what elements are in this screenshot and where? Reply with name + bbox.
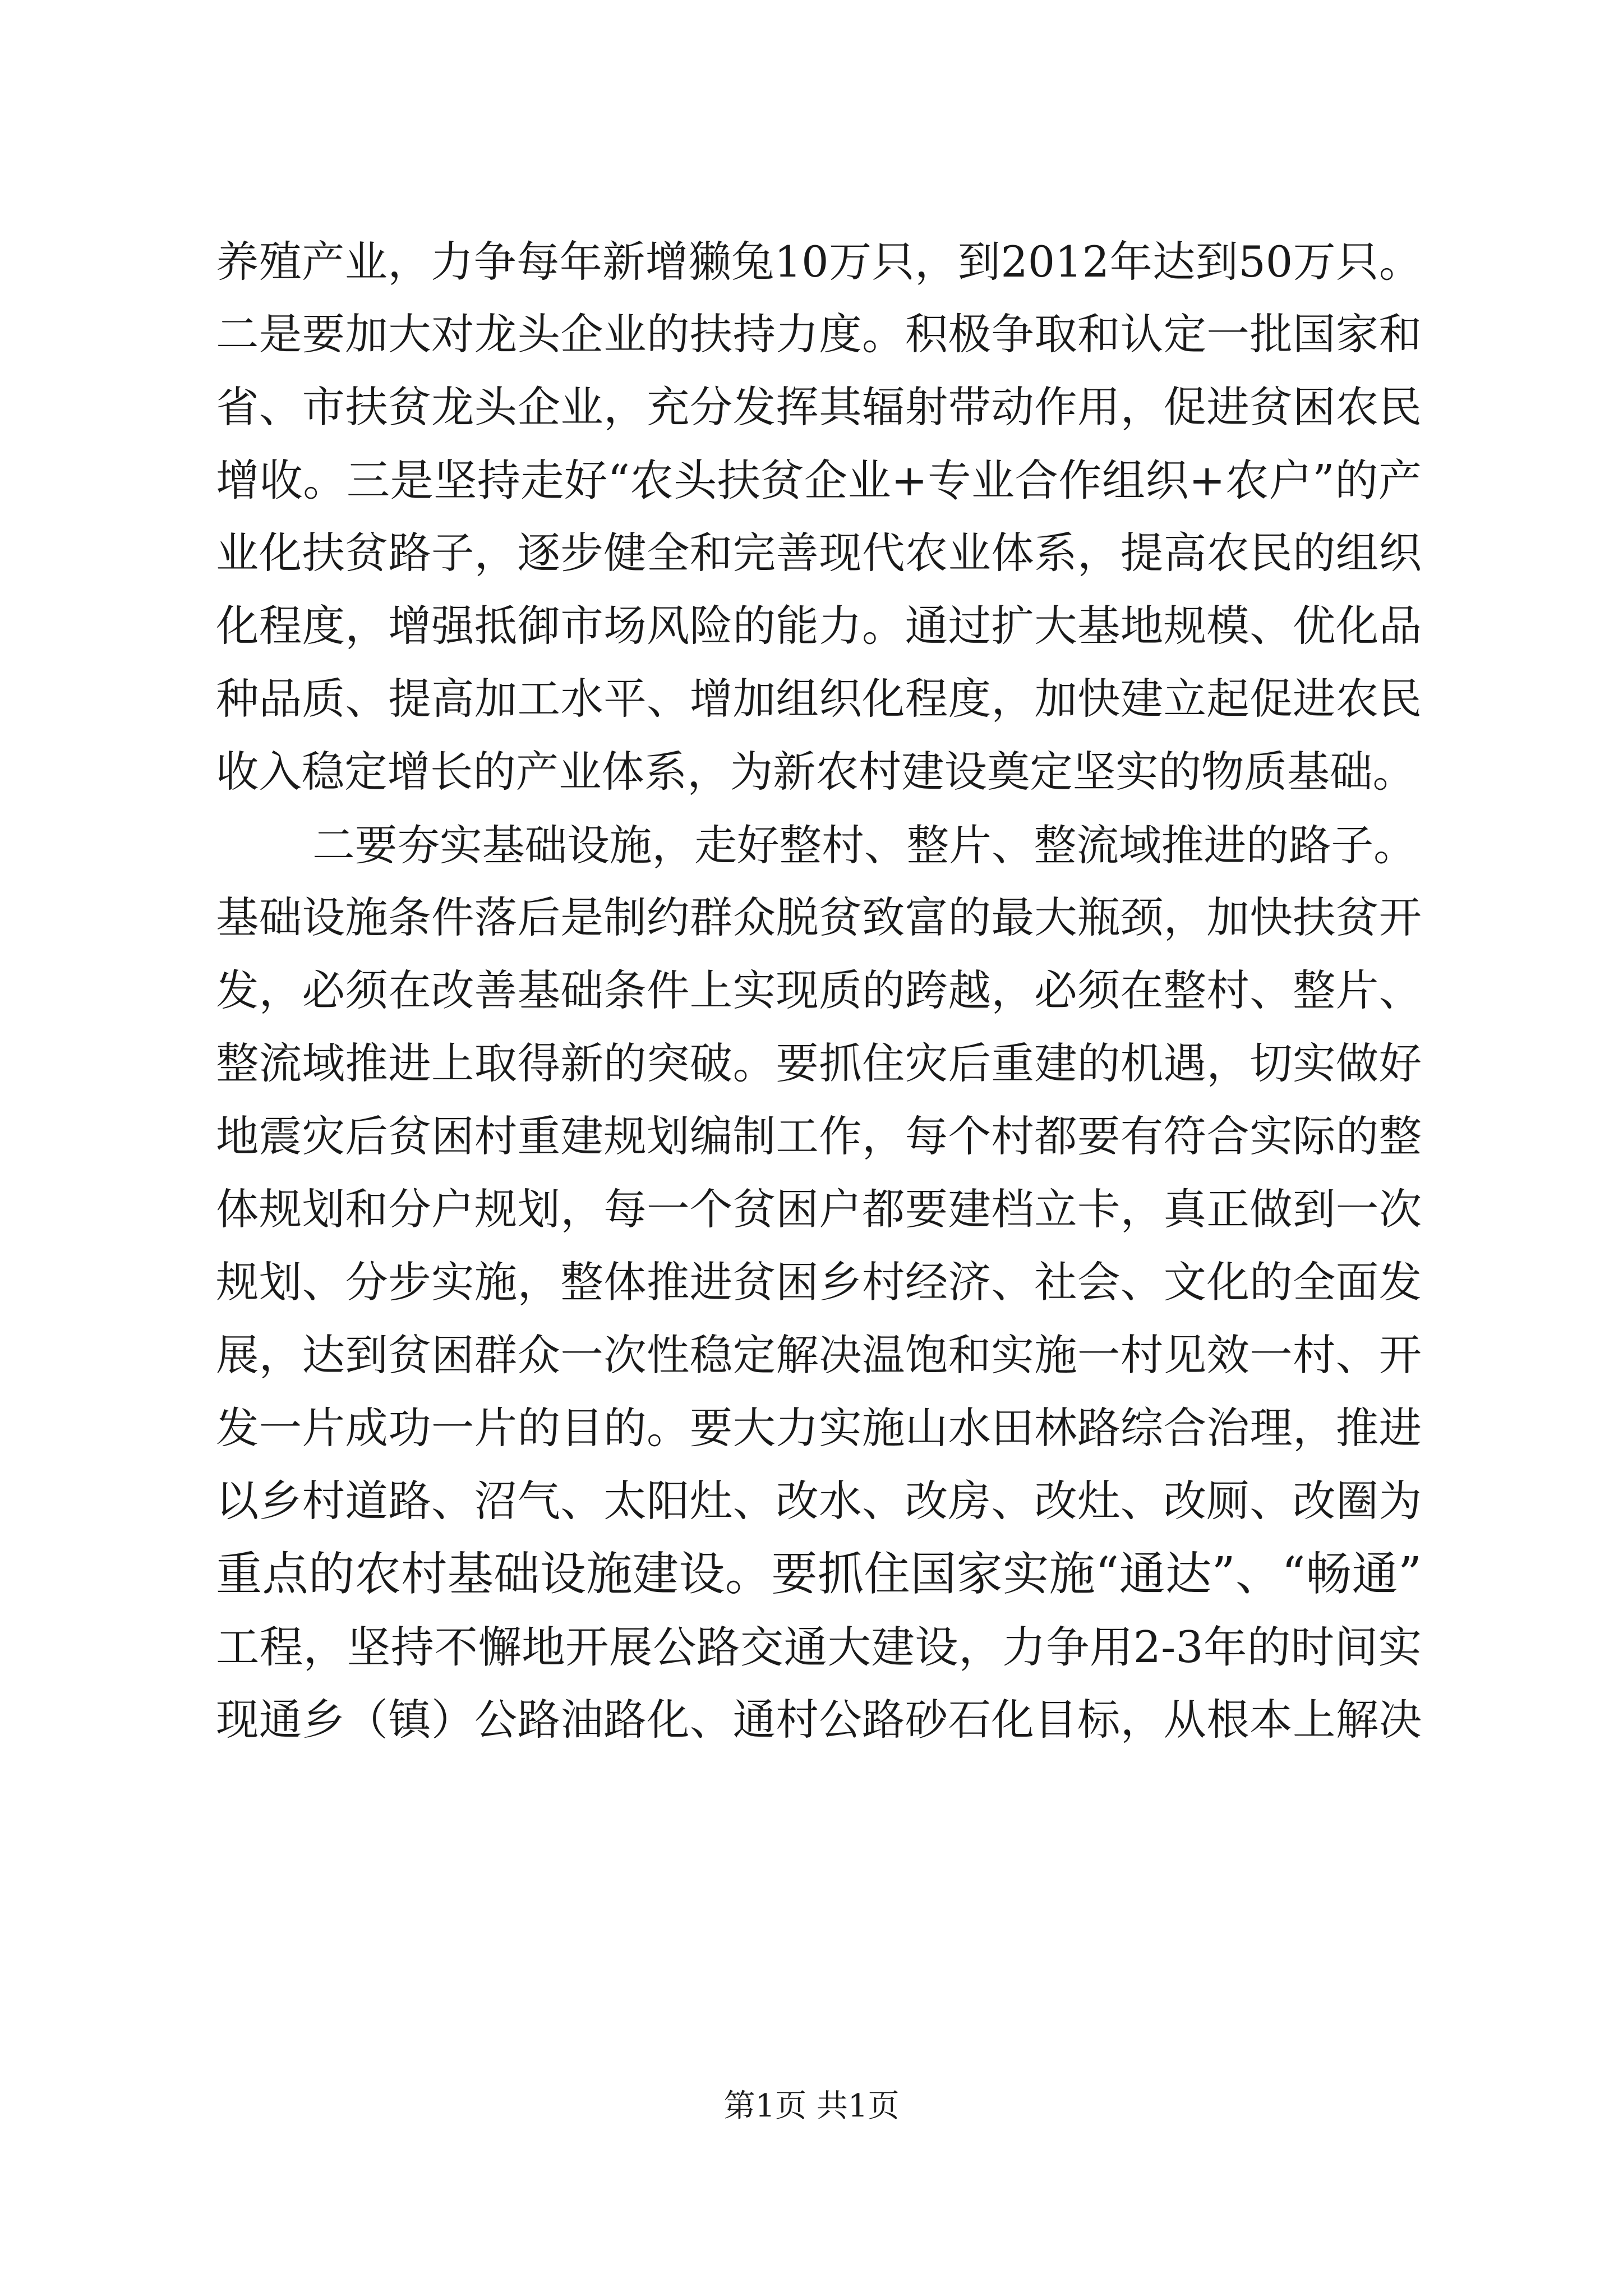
text-line: 种品质、提高加工水平、增加组织化程度，加快建立起促进农民 (216, 674, 1422, 724)
text-line: 发一片成功一片的目的。要大力实施山水田林路综合治理，推进 (216, 1404, 1422, 1453)
text-line: 二是要加大对龙头企业的扶持力度。积极争取和认定一批国家和 (216, 310, 1422, 360)
text-line: 养殖产业，力争每年新增獭兔10万只，到2012年达到50万只。 (216, 237, 1422, 287)
text-line: 增收。三是坚持走好“农头扶贫企业+专业合作组织+农户”的产 (216, 455, 1422, 506)
text-line: 省、市扶贫龙头企业，充分发挥其辐射带动作用，促进贫困农民 (216, 383, 1422, 432)
text-line: 收入稳定增长的产业体系，为新农村建设奠定坚实的物质基础。 (216, 747, 1415, 797)
paragraph-heading-line: 二要夯实基础设施，走好整村、整片、整流域推进的路子。 (312, 821, 1416, 870)
text-line: 工程，坚持不懈地开展公路交通大建设，力争用2-3年的时间实 (216, 1622, 1422, 1673)
text-line: 化程度，增强抵御市场风险的能力。通过扩大基地规模、优化品 (216, 601, 1422, 651)
text-line: 体规划和分户规划，每一个贫困户都要建档立卡，真正做到一次 (216, 1185, 1422, 1235)
body-text (216, 226, 1422, 1757)
text-line: 基础设施条件落后是制约群众脱贫致富的最大瓶颈，加快扶贫开 (216, 893, 1422, 943)
text-line: 业化扶贫路子，逐步健全和完善现代农业体系，提高农民的组织 (216, 528, 1422, 578)
text-line: 展，达到贫困群众一次性稳定解决温饱和实施一村见效一村、开 (216, 1331, 1422, 1381)
page-footer: 第1页 共1页 (723, 2088, 900, 2124)
text-line: 发，必须在改善基础条件上实现质的跨越，必须在整村、整片、 (216, 966, 1422, 1016)
text-line: 地震灾后贫困村重建规划编制工作，每个村都要有符合实际的整 (216, 1112, 1422, 1162)
text-line: 整流域推进上取得新的突破。要抓住灾后重建的机遇，切实做好 (216, 1039, 1422, 1089)
text-line: 以乡村道路、沼气、太阳灶、改水、改房、改灶、改厕、改圈为 (216, 1476, 1422, 1526)
text-line: 现通乡（镇）公路油路化、通村公路砂石化目标，从根本上解决 (216, 1695, 1422, 1745)
text-line: 规划、分步实施，整体推进贫困乡村经济、社会、文化的全面发 (216, 1258, 1422, 1308)
text-line: 重点的农村基础设施建设。要抓住国家实施“通达”、“畅通” (216, 1548, 1422, 1601)
